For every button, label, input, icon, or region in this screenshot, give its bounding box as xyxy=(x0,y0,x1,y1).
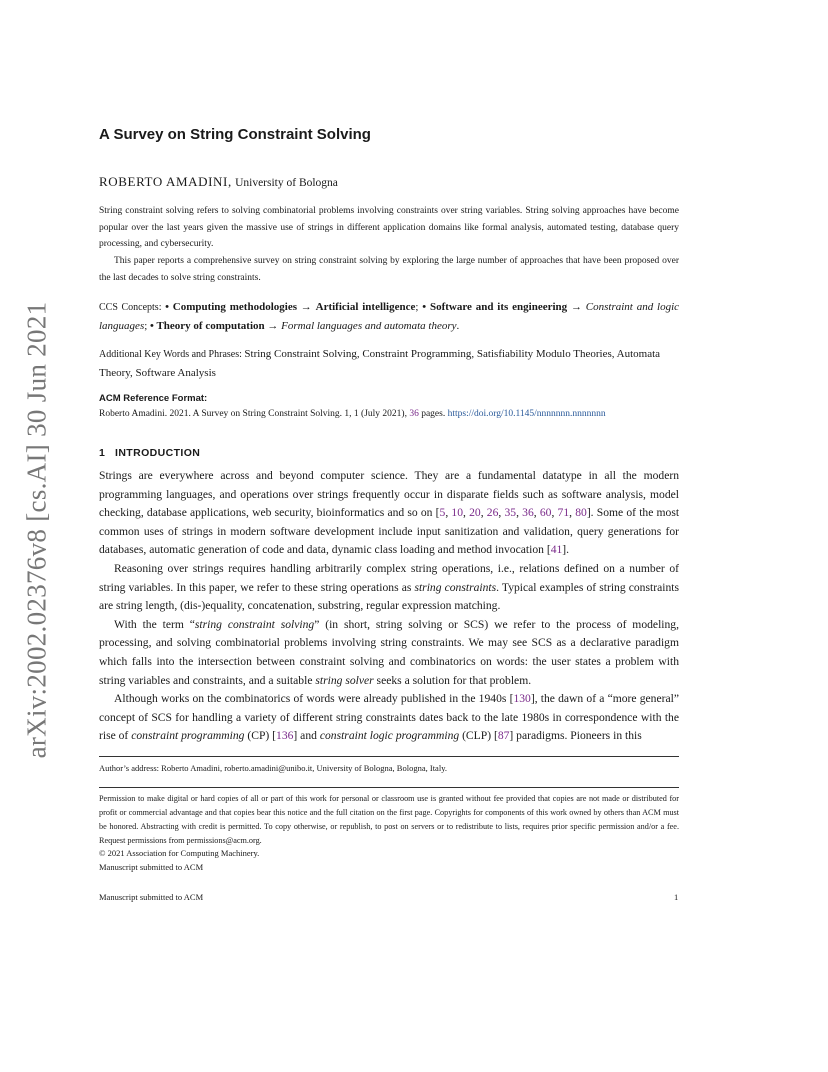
ccs-bullet-1: • xyxy=(165,301,173,313)
intro-p4-emphasis-1: constraint programming xyxy=(131,729,245,743)
arxiv-identifier-stamp xyxy=(18,300,56,760)
authors-address: Author’s address: Roberto Amadini, roberto.amadini@unibo.it, University of Bologna, Bologna, Italy. xyxy=(99,763,448,773)
section-number: 1 xyxy=(99,447,106,459)
doi-link[interactable]: https://doi.org/10.1145/nnnnnnn.nnnnnnn xyxy=(447,409,606,419)
intro-p1-text-c: ]. xyxy=(562,543,570,557)
intro-p4-text-c: (CP) [ xyxy=(244,729,277,743)
intro-p4-text-e: (CLP) [ xyxy=(459,729,498,743)
citation-link[interactable]: 60 xyxy=(539,506,552,520)
citation-link[interactable]: 36 xyxy=(522,506,534,520)
ccs-arrow-2: → xyxy=(567,301,586,313)
copyright-notice: © 2021 Association for Computing Machinery. xyxy=(99,848,260,858)
citation-link[interactable]: 87 xyxy=(497,729,510,743)
reference-citation: Roberto Amadini. 2021. A Survey on String Constraint Solving. 1, 1 (July 2021), xyxy=(99,409,410,419)
reference-pages-link[interactable]: 36 xyxy=(409,409,419,419)
citation-link[interactable]: 26 xyxy=(486,506,499,520)
intro-p3-emphasis: string constraint solving xyxy=(194,617,315,631)
citation-link[interactable]: 5 xyxy=(439,506,446,520)
intro-p1-text-a: Strings are everywhere across and beyond computer science. They are a fundamental datatype in all the modern programming languages, and operations over strings frequently occur in disparate fields such as software analysis, model checking, database applications, web security, bioinformatics and so on [ xyxy=(99,469,679,520)
intro-paragraph-3 xyxy=(99,616,679,690)
intro-p4-text-b: ], the dawn of a “more general” concept of SCS for handling a variety of different string constraints dates back to the late 1980s in correspondence with the rise of xyxy=(99,692,679,743)
citation-link[interactable]: 35 xyxy=(504,506,517,520)
ccs-end: . xyxy=(456,320,460,332)
intro-p2-text-a: Reasoning over strings requires handling arbitrarily complex string operations, i.e., relations defined on a number of string variables. In this paper, we refer to these string operations as xyxy=(99,561,679,594)
section-title: INTRODUCTION xyxy=(115,447,201,459)
permission-divider xyxy=(99,787,679,788)
ccs-concept-3: Theory of computation xyxy=(156,320,265,332)
intro-p3-text-c: seeks a solution for that problem. xyxy=(373,673,532,687)
ccs-sep-1: ; xyxy=(415,301,423,313)
citation-link[interactable]: 136 xyxy=(276,729,294,743)
intro-p4-emphasis-2: constraint logic programming xyxy=(319,729,460,743)
intro-p2-emphasis: string constraints xyxy=(414,580,497,594)
page-number: 1 xyxy=(674,892,679,902)
citation-link[interactable]: 20 xyxy=(469,506,481,520)
section-heading xyxy=(99,447,200,459)
introduction-body xyxy=(99,467,679,746)
ccs-arrow-1: → xyxy=(296,301,316,313)
intro-paragraph-1: Strings are everywhere across and beyond computer science. They are a fundamental datatype in all the modern programming languages, and operations over strings frequently occur in disparate fields such as software analysis, model checking, database applications, web security, bioinformatics and so on [5, 10, 20, 26, 35, 36, 60, 71, 80]. Some of the most common uses of strings in modern software development include input sanitization and validation, query generations for databases, automatic generation of code and data, dynamic class loading and method invocation [41]. xyxy=(99,469,680,557)
author-affiliation: University of Bologna xyxy=(235,177,338,189)
intro-p3-text-a: With the term “ xyxy=(114,617,195,631)
intro-p2-text-b: . Typical examples of string constraints are string length, (dis-)equality, concatenation, substring, regular expression matching. xyxy=(99,580,679,613)
reference-format-text xyxy=(99,409,699,419)
intro-p4-text-f: ] paradigms. Pioneers in this xyxy=(509,729,642,743)
intro-paragraph-4 xyxy=(99,690,679,746)
ccs-concept-2: Software and its engineering xyxy=(429,301,568,313)
ccs-bullet-3: • xyxy=(150,320,157,332)
intro-p4-text-a: Although works on the combinatorics of words were already published in the 1940s [ xyxy=(114,692,514,706)
manuscript-note: Manuscript submitted to ACM xyxy=(99,862,204,872)
citation-link[interactable]: 71 xyxy=(557,506,570,520)
reference-pages-suffix: pages. xyxy=(418,409,448,419)
ccs-concept-1: Computing methodologies xyxy=(172,301,297,313)
keywords-lead: Additional Key Words and Phrases: xyxy=(99,349,245,360)
intro-p3-emphasis-2: string solver xyxy=(315,673,374,687)
ccs-concept-1b: Artificial intelligence xyxy=(315,301,416,313)
ccs-arrow-3: → xyxy=(264,320,282,332)
footnote-divider xyxy=(99,756,679,757)
permission-notice: Permission to make digital or hard copies of all or part of this work for personal or classroom use is granted without fee provided that copies are not made or distributed for profit or commercial advantage and that copies bear this notice and the full citation on the first page. Copyrights for components of this work owned by others than ACM must be honored. Abstracting with credit is permitted. To copy otherwise, or republish, to post on servers or to redistribute to lists, requires prior specific permission and/or a fee. Request permissions from permissions@acm.org. xyxy=(99,794,679,845)
abstract-paragraph-2: This paper reports a comprehensive survey on string constraint solving by exploring the large number of approaches that have been proposed over the last decades to solve string constraints. xyxy=(99,256,679,283)
citation-link[interactable]: 10 xyxy=(451,506,463,520)
intro-p3-text-b: ” (in short, string solving or SCS) we refer to the process of modeling, processing, and solving combinatorial problems involving string constraints. We may see SCS as a declarative paradigm which falls into the intersection between constraint solving and combinatorics on words: the user states a problem with string variables and constraints, and a suitable xyxy=(99,617,680,687)
keywords-text: String Constraint Solving, Constraint Programming, Satisfiability Modulo Theories, Automata Theory, Software Analysis xyxy=(99,348,661,379)
author-line xyxy=(99,174,338,190)
paper-title: A Survey on String Constraint Solving xyxy=(99,126,371,143)
ccs-bullet-2: • xyxy=(422,301,430,313)
reference-format-heading: ACM Reference Format: xyxy=(99,393,208,404)
intro-p4-text-d: ] and xyxy=(293,729,320,743)
keywords xyxy=(99,345,679,382)
citation-link[interactable]: 130 xyxy=(513,692,531,706)
ccs-lead: CCS Concepts: xyxy=(99,302,166,313)
ccs-concept-2b: Constraint and logic languages xyxy=(99,301,680,332)
author-name: ROBERTO AMADINI, xyxy=(99,174,232,189)
ccs-sep-2: ; xyxy=(144,320,151,332)
ccs-concepts xyxy=(99,298,679,336)
intro-paragraph-2 xyxy=(99,560,679,616)
ccs-concept-3b: Formal languages and automata theory xyxy=(281,320,457,332)
arxiv-identifier-text: arXiv:2002.02376v8 [cs.AI] 30 Jun 2021 xyxy=(21,301,52,759)
citation-link[interactable]: 41 xyxy=(550,543,563,557)
intro-p1-text-b: ]. Some of the most common uses of strings in modern software development include input sanitization and validation, query generations for databases, automatic generation of code and data, dynamic class loading and method invocation [ xyxy=(99,506,680,557)
abstract-paragraph-1: String constraint solving refers to solving combinatorial problems involving constraints over string variables. String solving approaches have become popular over the last years given the massive use of strings in different application domains like formal analysis, automated testing, database query processing, and cybersecurity. xyxy=(99,206,679,250)
page-footer-left: Manuscript submitted to ACM xyxy=(99,892,204,902)
citation-link[interactable]: 80 xyxy=(575,506,587,520)
